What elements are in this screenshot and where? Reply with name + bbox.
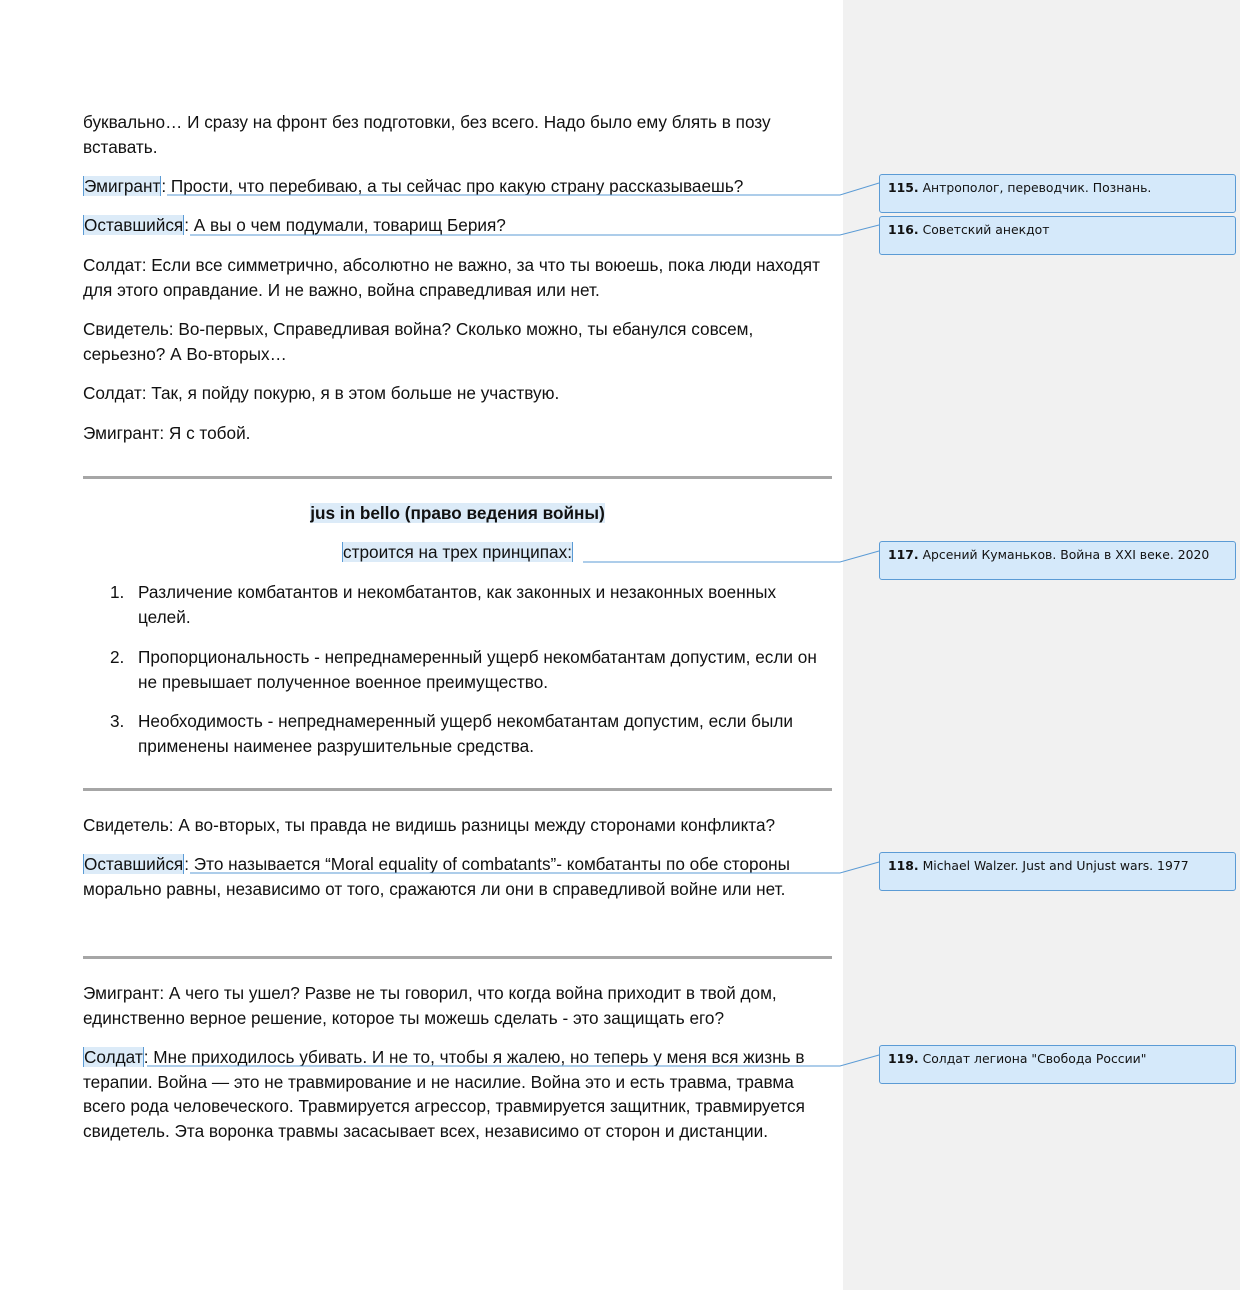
comment-number: 115.	[888, 180, 919, 195]
comment-text: Арсений Куманьков. Война в XXI веке. 2020	[922, 547, 1210, 562]
comment-balloon-115[interactable]	[879, 174, 1236, 213]
paragraph-2-text: : А вы о чем подумали, товарищ Берия?	[184, 215, 506, 235]
list-item	[110, 645, 832, 694]
list-item-text: Различение комбатантов и некомбатантов, как законных и незаконных военных целей.	[138, 582, 777, 627]
comment-anchor-116[interactable]: Оставшийся	[84, 215, 184, 235]
comment-anchor-115[interactable]: Эмигрант	[84, 176, 161, 196]
section-divider-1	[83, 476, 832, 479]
paragraph-9: Эмигрант: А чего ты ушел? Разве не ты говорил, что когда война приходит в твой дом, единственно верное решение, которое ты можешь сделать - это защищать его?	[83, 983, 777, 1028]
paragraph-8-text: : Это называется “Moral equality of combatants”- комбатанты по обе стороны морально равны, независимо от того, сражаются ли они в справедливой войне или нет.	[83, 854, 790, 899]
paragraph-1-text: : Прости, что перебиваю, а ты сейчас про какую страну рассказываешь?	[161, 176, 744, 196]
comment-text: Советский анекдот	[922, 222, 1050, 237]
paragraph-10	[83, 1045, 808, 1143]
comment-number: 118.	[888, 858, 919, 873]
paragraph-8	[83, 852, 818, 901]
comment-balloon-119[interactable]	[879, 1045, 1236, 1084]
comment-number: 119.	[888, 1051, 919, 1066]
comment-anchor-118[interactable]: Оставшийся	[84, 854, 184, 874]
paragraph-10-text: : Мне приходилось убивать. И не то, чтобы я жалею, но теперь у меня вся жизнь в терапии. Война — это не травмирование и не насилие. Война это и есть травма, травма всего рода человеческого. Травмируется агрессор, травмируется защитник, травмируется свидетель. Эта воронка травмы засасывает всех, независимо от сторон и дистанции.	[83, 1047, 805, 1141]
comment-balloon-117[interactable]	[879, 541, 1236, 580]
list-item-text: Пропорциональность - непреднамеренный ущерб некомбатантам допустим, если он не превышает полученное военное преимущество.	[138, 647, 817, 692]
section-subheading	[83, 540, 832, 565]
paragraph-1	[83, 174, 838, 199]
comment-text: Michael Walzer. Just and Unjust wars. 1977	[922, 858, 1189, 873]
comment-number: 116.	[888, 222, 919, 237]
list-item-number: 3.	[110, 711, 125, 731]
section-heading-text: jus in bello (право ведения войны)	[310, 503, 605, 523]
paragraph-7: Свидетель: А во-вторых, ты правда не видишь разницы между сторонами конфликта?	[83, 815, 776, 835]
comment-text: Солдат легиона "Свобода России"	[922, 1051, 1147, 1066]
paragraph-4: Свидетель: Во-первых, Справедливая война? Сколько можно, ты ебанулся совсем, серьезно? А Во-вторых…	[83, 319, 754, 364]
list-item-number: 2.	[110, 647, 125, 667]
section-divider-2	[83, 788, 832, 791]
paragraph-6: Эмигрант: Я с тобой.	[83, 423, 251, 443]
comment-number: 117.	[888, 547, 919, 562]
paragraph-5: Солдат: Так, я пойду покурю, я в этом больше не участвую.	[83, 383, 560, 403]
paragraph-3: Солдат: Если все симметрично, абсолютно не важно, за что ты воюешь, пока люди находят для этого оправдание. И не важно, война справедливая или нет.	[83, 255, 820, 300]
list-item	[110, 580, 832, 629]
comment-balloon-118[interactable]	[879, 852, 1236, 891]
comment-text: Антрополог, переводчик. Познань.	[922, 180, 1152, 195]
section-divider-3	[83, 956, 832, 959]
comment-anchor-117[interactable]: строится на трех принципах:	[343, 542, 572, 562]
paragraph-2	[83, 213, 838, 238]
paragraph-0: буквально… И сразу на фронт без подготовки, без всего. Надо было ему блять в позу вставать.	[83, 112, 771, 157]
comment-anchor-119[interactable]: Солдат	[84, 1047, 143, 1067]
list-item	[110, 709, 832, 758]
list-item-number: 1.	[110, 582, 125, 602]
section-heading	[83, 501, 832, 526]
list-item-text: Необходимость - непреднамеренный ущерб некомбатантам допустим, если были применены наименее разрушительные средства.	[138, 711, 793, 756]
comment-balloon-116[interactable]	[879, 216, 1236, 255]
